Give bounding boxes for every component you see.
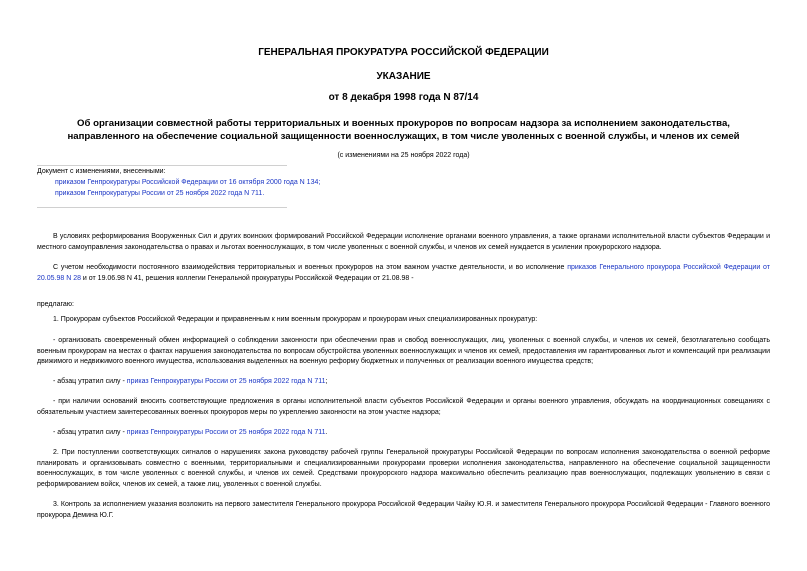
paragraph-intro: В условиях реформирования Вооруженных Сил и других воинских формирований Российской Федерации исполнение органами военного управления, а также органами исполнительной власти субъектов Федерации и местного самоуправления законодательства о правах и льготах военнослужащих, в том числе уволенных с военной службы, и членов их семей нуждается в усилении прокурорского надзора. <box>37 233 770 251</box>
amendments-box <box>37 165 321 208</box>
doctype-heading: УКАЗАНИЕ <box>376 71 431 82</box>
paragraph-item-1-bullet-3: - при наличии оснований вносить соответствующие предложения в органы исполнительной власти субъектов Российской Федерации и органы военного управления, обсуждать на координационных совещаниях с обязательным участием заинтересованных военных прокуроров меры по укреплению законности на этом участке надзора; <box>37 398 770 416</box>
paragraph-item-3: 3. Контроль за исполнением указания возложить на первого заместителя Генерального прокурора Российской Федерации Чайку Ю.Я. и заместителя Генерального прокурора Российской Федерации - Главного военного прокурора Демина Ю.Г. <box>37 501 770 519</box>
repealed-text: - абзац утратил силу - <box>53 429 127 436</box>
paragraph-item-1: 1. Прокурорам субъектов Российской Федерации и приравненным к ним военным прокурорам и прокурорам иных специализированных прокуратур: <box>53 316 538 323</box>
paragraph-basis-end: и от 19.06.98 N 41, решения коллегии Генеральной прокуратуры Российской Федерации от 21.08.98 - <box>80 274 414 282</box>
paragraph-propose: предлагаю: <box>37 301 74 308</box>
changes-note: (с изменениями на 25 ноября 2022 года) <box>337 152 470 159</box>
paragraph-basis-start: С учетом необходимости постоянного взаимодействия территориальных и военных прокуроров на этом важном участке деятельности, и во исполнение <box>53 264 568 271</box>
punctuation: ; <box>325 378 328 385</box>
paragraph-item-1-bullet-1: - организовать своевременный обмен информацией о соблюдении законности при обеспечении прав и свобод военнослужащих, лиц, уволенных с военной службы, и членов их семей, безотлагательно сообщать военным прокурорам на местах о фактах нарушения законодательства по вопросам обустройства уволенных военнослужащих и членов их семей, предоставления им гарантированных льгот и компенсаций при реализации движимого и недвижимого военного имущества, использования выделенных на военную реформу бюджетных и полученных от реализации военного имущества средств; <box>37 337 770 365</box>
amendment-link-2000[interactable]: приказом Генпрокуратуры Российской Федерации от 16 октября 2000 года N 134; <box>55 179 321 186</box>
date-heading: от 8 декабря 1998 года N 87/14 <box>328 92 479 103</box>
paragraph-item-1-bullet-4 <box>37 428 770 439</box>
paragraph-basis <box>37 263 770 284</box>
repeal-order-link-1[interactable]: приказ Генпрокуратуры России от 25 ноября 2022 года N 711 <box>126 378 326 385</box>
punctuation: . <box>325 429 328 436</box>
amendment-link-2022[interactable]: приказом Генпрокуратуры России от 25 ноября 2022 года N 711. <box>55 190 265 197</box>
paragraph-item-2: 2. При поступлении соответствующих сигналов о нарушениях закона руководству рабочей группы Генеральной прокуратуры Российской Федерации по вопросам исполнения законодательства о военной реформе планировать и организовывать совместно с военными, территориальными и специализированными прокурорами проверки исполнения законодательства, направленного на обеспечение социальной защищенности военнослужащих, в том числе уволенных с военной службы, и членов их семей. Средствами прокурорского надзора максимально обеспечить реализацию прав военнослужащих, подлежащих увольнению в связи с реформированием войск, членов их семей, а также лиц, уволенных с военной службы. <box>37 449 770 488</box>
paragraph-item-1-bullet-2 <box>37 377 770 388</box>
amendments-label: Документ с изменениями, внесенными: <box>37 168 166 175</box>
org-heading: ГЕНЕРАЛЬНАЯ ПРОКУРАТУРА РОССИЙСКОЙ ФЕДЕРАЦИИ <box>258 47 549 58</box>
document-title: Об организации совместной работы территориальных и военных прокуроров по вопросам надзора за исполнением законодательства, направленного на обеспечение социальной защищенности военнослужащих, в том числе уволенных с военной службы, и членов их семей <box>67 118 740 142</box>
repealed-text: - абзац утратил силу - <box>53 378 127 385</box>
orders-link[interactable]: приказов Генерального прокурора Российской Федерации от 20.05.98 N 28 <box>37 264 770 282</box>
repeal-order-link-2[interactable]: приказ Генпрокуратуры России от 25 ноября 2022 года N 711 <box>126 429 326 436</box>
